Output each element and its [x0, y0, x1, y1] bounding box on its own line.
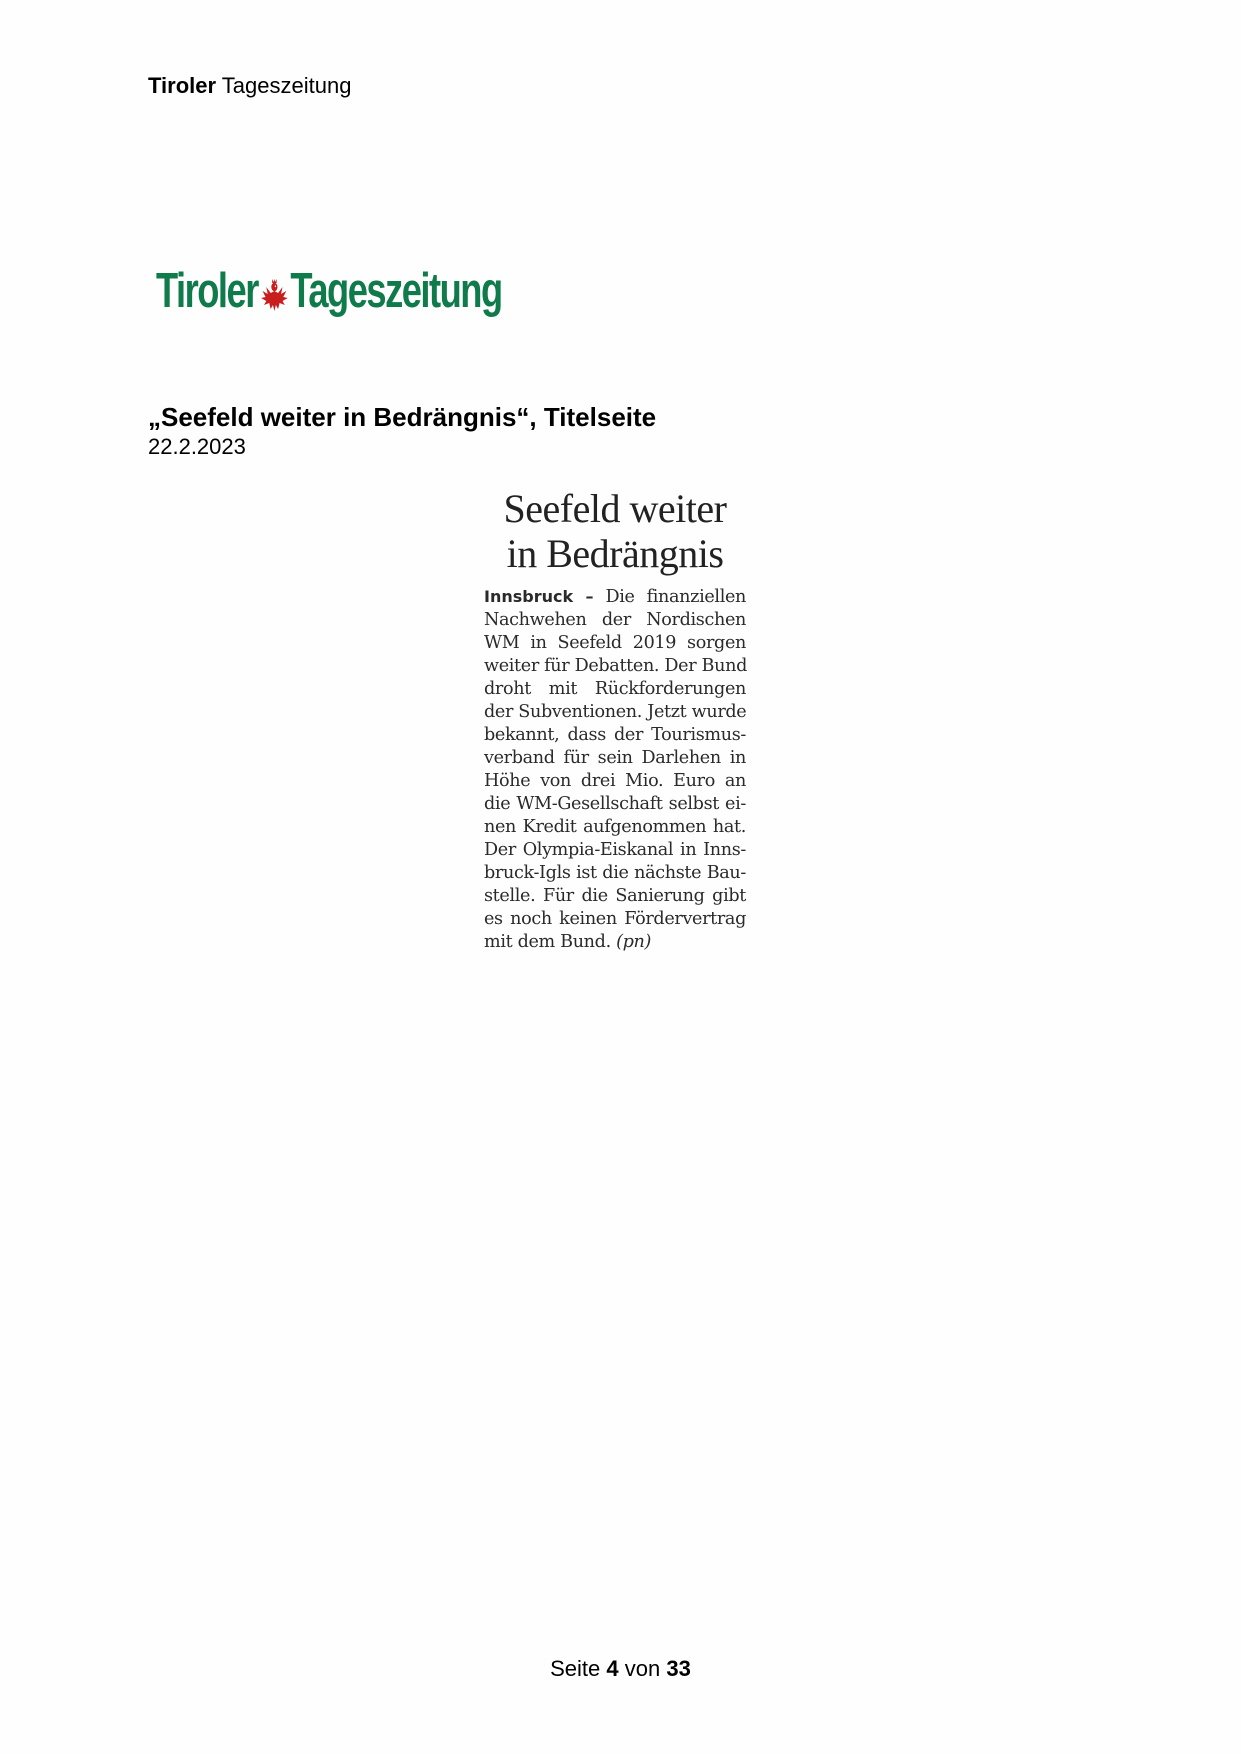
clipping-author: (pn): [616, 932, 651, 952]
tyrolean-eagle-icon: [259, 274, 289, 314]
logo-word-right: Tageszeitung: [290, 264, 502, 318]
page-current: 4: [606, 1656, 619, 1681]
clipping-body-line: die WM-Gesellschaft selbst ei-: [484, 794, 746, 814]
clipping-body-line: Der Olympia-Eiskanal in Inns-: [484, 840, 746, 860]
publication-name-regular: Tageszeitung: [221, 73, 352, 98]
newspaper-clipping: [484, 486, 746, 954]
clipping-body-line: nen Kredit aufgenommen hat.: [484, 817, 746, 837]
running-header: [148, 73, 351, 99]
clipping-body-line: WM in Seefeld 2019 sorgen: [484, 633, 746, 653]
clipping-headline-line: in Bedrängnis: [506, 531, 724, 576]
of-word: von: [624, 1656, 661, 1681]
clipping-headline-line: Seefeld weiter: [503, 486, 727, 531]
clipping-body-line: bekannt, dass der Tourismus-: [484, 725, 746, 745]
clipping-body: [484, 585, 746, 954]
clipping-body-line: stelle. Für die Sanierung gibt: [484, 886, 746, 906]
clipping-body-line: [484, 931, 746, 954]
clipping-body-text: mit dem Bund.: [484, 932, 611, 952]
publication-name-bold: Tiroler: [148, 73, 217, 98]
clipping-body-line: bruck-Igls ist die nächste Bau-: [484, 863, 746, 883]
clipping-body-line: Nachwehen der Nordischen: [484, 610, 746, 630]
clipping-body-line: verband für sein Darlehen in: [484, 748, 746, 768]
page-footer: [0, 1656, 1241, 1682]
clipping-headline: [484, 486, 746, 576]
clipping-body-line: [484, 585, 746, 609]
logo-word-left: Tiroler: [156, 264, 258, 318]
clipping-body-line: droht mit Rückforderungen: [484, 679, 746, 699]
clipping-body-line: der Subventionen. Jetzt wurde: [484, 702, 747, 722]
page-total: 33: [666, 1656, 691, 1681]
article-date: 22.2.2023: [148, 434, 246, 459]
clipping-body-text: Die finanziellen: [605, 587, 747, 607]
clipping-dateline: Innsbruck –: [484, 587, 594, 606]
page-word: Seite: [550, 1656, 601, 1681]
article-title: „Seefeld weiter in Bedrängnis“, Titelseite: [148, 402, 657, 432]
clipping-body-line: weiter für Debatten. Der Bund: [484, 656, 747, 676]
clipping-body-line: Höhe von drei Mio. Euro an: [484, 771, 746, 791]
clipping-body-line: es noch keinen Fördervertrag: [484, 909, 746, 929]
newspaper-logo: [156, 262, 502, 320]
